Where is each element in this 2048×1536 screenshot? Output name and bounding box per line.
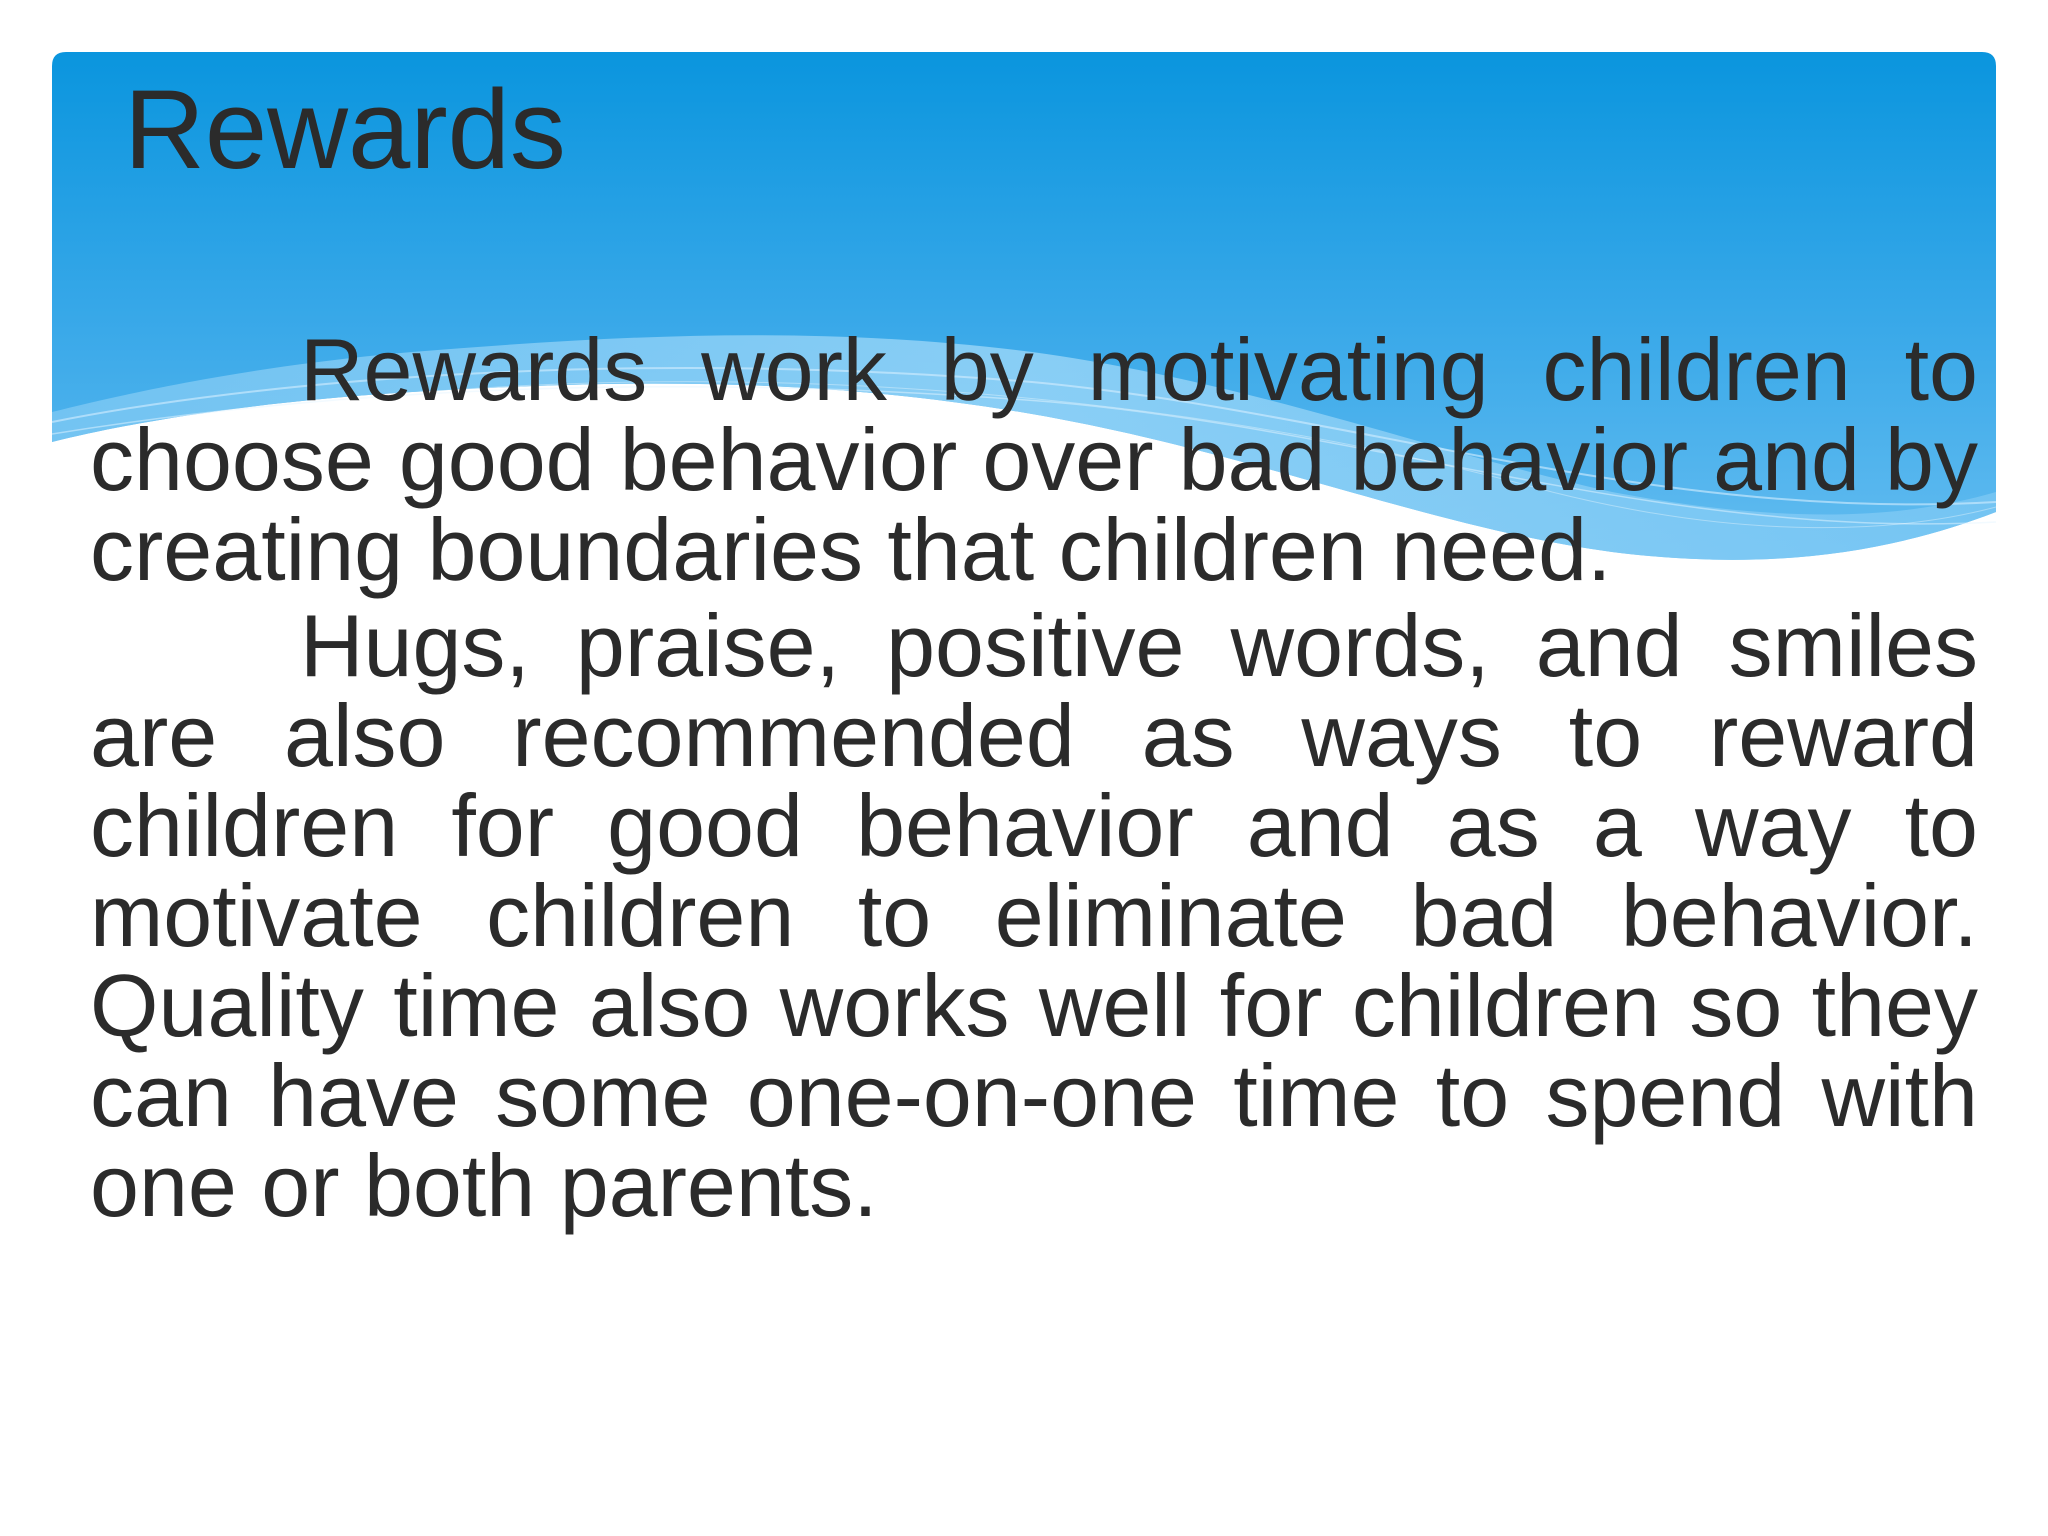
slide-body — [90, 320, 1978, 1237]
slide-title: Rewards — [124, 67, 566, 192]
body-paragraph-hugs-praise: Hugs, praise, positive words, and smiles are also recommended as ways to reward children for good behavior and as a way to motivate children to eliminate bad behavior. Quality time also works well for children so they can have some one-on-one time to spend with one or both parents. — [90, 596, 1978, 1235]
body-paragraph-rewards: Rewards work by motivating children to choose good behavior over bad behavior and by creating boundaries that children need. — [90, 320, 1978, 599]
